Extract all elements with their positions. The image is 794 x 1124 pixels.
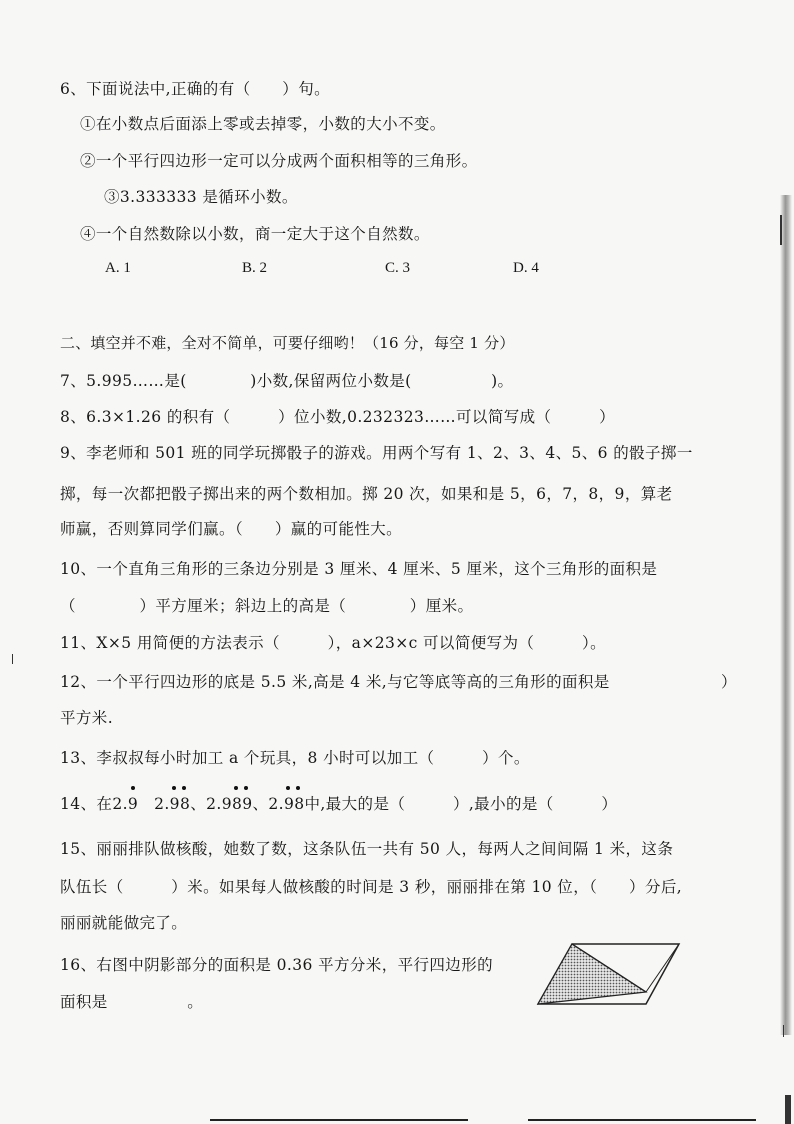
q14-number-3: 2.989 (206, 795, 252, 813)
q9-line-1: 9、李老师和 501 班的同学玩掷骰子的游戏。用两个写有 1、2、3、4、5、6 的骰子掷一 (60, 444, 693, 462)
scan-shadow-edge (780, 195, 792, 1035)
q15-line-3: 丽丽就能做完了。 (60, 914, 188, 932)
footer-rule-right (528, 1119, 756, 1121)
q9-line-3: 师赢，否则算同学们赢。（ ）赢的可能性大。 (60, 520, 403, 538)
q6-option-b: B. 2 (242, 260, 268, 276)
q12-line-1: 12、一个平行四边形的底是 5.5 米,高是 4 米,与它等底等高的三角形的面积是 ） (60, 673, 737, 691)
q6-option-c: C. 3 (385, 260, 411, 276)
scan-mark (780, 215, 782, 245)
scan-mark (783, 1025, 784, 1037)
q6-statement-3: ③3.333333 是循环小数。 (104, 188, 298, 206)
q9-line-2: 掷，每一次都把骰子掷出来的两个数相加。掷 20 次，如果和是 5，6，7，8，9，算老 (60, 485, 673, 503)
q10-line-1: 10、一个直角三角形的三条边分别是 3 厘米、4 厘米、5 厘米，这个三角形的面积是 (60, 560, 658, 578)
q6-statement-2: ②一个平行四边形一定可以分成两个面积相等的三角形。 (80, 152, 478, 170)
q6-stem: 6、下面说法中,正确的有（ ）句。 (60, 80, 330, 98)
q6-option-a: A. 1 (105, 260, 131, 276)
q16-parallelogram-figure (534, 940, 684, 1008)
q16-line-2: 面积是 。 (60, 993, 204, 1011)
q13: 13、李叔叔每小时加工 a 个玩具，8 小时可以加工（ ）个。 (60, 749, 530, 767)
footer-rule-left (210, 1119, 468, 1121)
scan-mark (12, 654, 13, 664)
q14-prefix: 14、在 (60, 795, 113, 813)
q6-statement-1: ①在小数点后面添上零或去掉零，小数的大小不变。 (80, 115, 446, 133)
q15-line-1: 15、丽丽排队做核酸，她数了数，这条队伍一共有 50 人，每两人之间间隔 1 米，这条 (60, 840, 674, 858)
section-2-title: 二、填空并不难，全对不简单，可要仔细哟！（16 分，每空 1 分） (60, 334, 515, 352)
q8: 8、6.3×1.26 的积有（ ）位小数,0.232323……可以简写成（ ） (60, 408, 616, 426)
q14-suffix: 中,最大的是（ ）,最小的是（ ） (304, 795, 618, 813)
q12-line-2: 平方米. (60, 709, 114, 727)
q11: 11、X×5 用简便的方法表示（ ），a×23×c 可以简便写为（ ）。 (60, 634, 607, 652)
q6-option-d: D. 4 (513, 260, 539, 276)
q10-line-2: （ ）平方厘米；斜边上的高是（ ）厘米。 (60, 597, 474, 615)
q14-number-2: 2.98 (154, 795, 190, 813)
q6-statement-4: ④一个自然数除以小数，商一定大于这个自然数。 (80, 225, 430, 243)
q14-number-1: 2.9 (112, 795, 138, 813)
q15-line-2: 队伍长（ ）米。如果每人做核酸的时间是 3 秒，丽丽排在第 10 位，（ ）分后, (60, 878, 683, 896)
q14: 14、在2.9 2.98 、2.989 、2.98 中,最大的是（ ）,最小的是（ ） (60, 792, 617, 814)
q14-number-4: 2.98 (268, 795, 304, 813)
scan-mark (785, 1095, 791, 1124)
q16-line-1: 16、右图中阴影部分的面积是 0.36 平方分米，平行四边形的 (60, 956, 493, 974)
triangle-edge-2 (646, 944, 679, 992)
q7: 7、5.995……是( )小数,保留两位小数是( )。 (60, 372, 514, 390)
